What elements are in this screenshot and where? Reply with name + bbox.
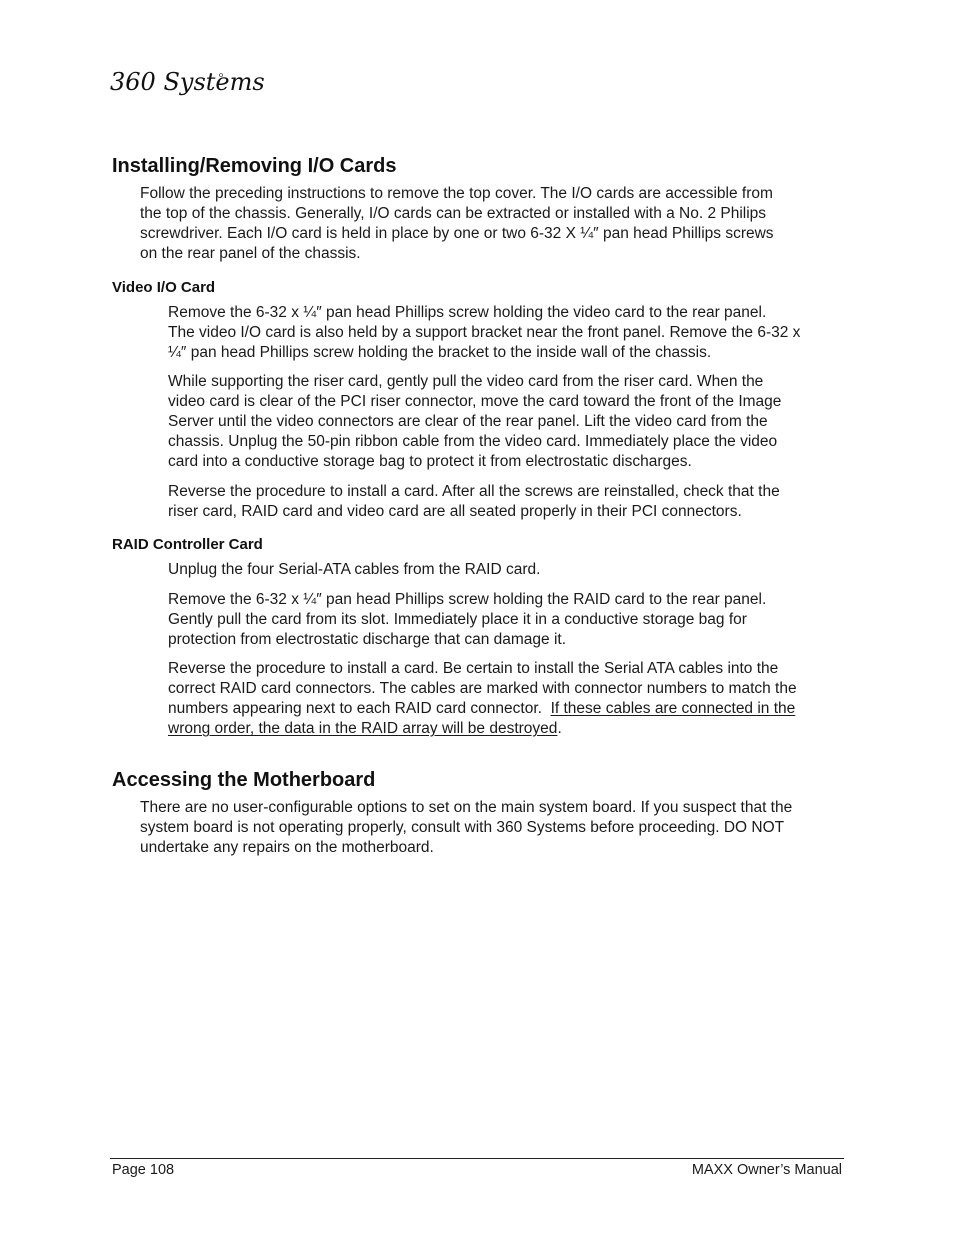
text-line: chassis. Unplug the 50-pin ribbon cable from the video card. Immediately place the video [168, 433, 778, 450]
text-line: protection from electrostatic discharge that can damage it. [168, 631, 567, 648]
motherboard-paragraph [140, 798, 855, 858]
text-run: . [557, 720, 562, 737]
text-line: Follow the preceding instructions to remove the top cover. The I/O cards are accessible from [140, 185, 773, 202]
footer-manual-title: MAXX Owner’s Manual [691, 1162, 842, 1178]
text-line: undertake any repairs on the motherboard. [140, 839, 434, 856]
footer-page-number: Page 108 [112, 1162, 175, 1178]
logo-wordmark: 360 Systems [110, 68, 265, 96]
text-line [168, 699, 858, 719]
text-line: video card is clear of the PCI riser connector, move the card toward the front of the Image [168, 393, 782, 410]
video-paragraph-3 [168, 482, 858, 522]
company-logo [108, 64, 265, 100]
text-line [168, 719, 858, 739]
text-line: Remove the 6-32 x ¼″ pan head Phillips screw holding the video card to the rear panel. [168, 304, 767, 321]
text-line: The video I/O card is also held by a support bracket near the front panel. Remove the 6-32 x [168, 324, 801, 341]
text-run: numbers appearing next to each RAID card connector. [168, 700, 551, 717]
text-line: the top of the chassis. Generally, I/O cards can be extracted or installed with a No. 2 Philips [140, 205, 767, 222]
text-line: Unplug the four Serial-ATA cables from the RAID card. [168, 561, 541, 578]
text-line: on the rear panel of the chassis. [140, 245, 361, 262]
warning-underlined-text: If these cables are connected in the [550, 700, 796, 717]
text-line: There are no user-configurable options to set on the main system board. If you suspect that the [140, 799, 793, 816]
text-line: While supporting the riser card, gently pull the video card from the riser card. When the [168, 373, 764, 390]
raid-paragraph-3 [168, 659, 858, 739]
io-intro-paragraph [140, 184, 855, 264]
warning-underlined-text: wrong order, the data in the RAID array will be destroyed [168, 720, 558, 737]
text-line: Remove the 6-32 x ¼″ pan head Phillips screw holding the RAID card to the rear panel. [168, 591, 767, 608]
text-line: Reverse the procedure to install a card. After all the screws are reinstalled, check that the [168, 483, 780, 500]
heading-installing-io-cards: Installing/Removing I/O Cards [112, 155, 397, 177]
raid-paragraph-2 [168, 590, 858, 650]
raid-paragraph-1 [168, 560, 858, 580]
footer-divider [110, 1158, 844, 1159]
text-line: card into a conductive storage bag to protect it from electrostatic discharges. [168, 453, 692, 470]
heading-accessing-motherboard: Accessing the Motherboard [112, 769, 376, 791]
text-line: Reverse the procedure to install a card. Be certain to install the Serial ATA cables into the [168, 660, 779, 677]
text-line: system board is not operating properly, consult with 360 Systems before proceeding. DO NOT [140, 819, 785, 836]
text-line: Gently pull the card from its slot. Immediately place it in a conductive storage bag for [168, 611, 747, 628]
video-paragraph-1 [168, 303, 858, 363]
text-line: ¼″ pan head Phillips screw holding the bracket to the inside wall of the chassis. [168, 344, 712, 361]
text-line: correct RAID card connectors. The cables are marked with connector numbers to match the [168, 680, 797, 697]
text-line: Server until the video connectors are clear of the rear panel. Lift the video card from the [168, 413, 768, 430]
text-line: screwdriver. Each I/O card is held in place by one or two 6-32 X ¼″ pan head Phillips screws [140, 225, 774, 242]
text-line: riser card, RAID card and video card are all seated properly in their PCI connectors. [168, 503, 742, 520]
video-paragraph-2 [168, 372, 858, 472]
heading-video-io-card: Video I/O Card [112, 279, 216, 296]
heading-raid-controller-card: RAID Controller Card [112, 536, 263, 553]
